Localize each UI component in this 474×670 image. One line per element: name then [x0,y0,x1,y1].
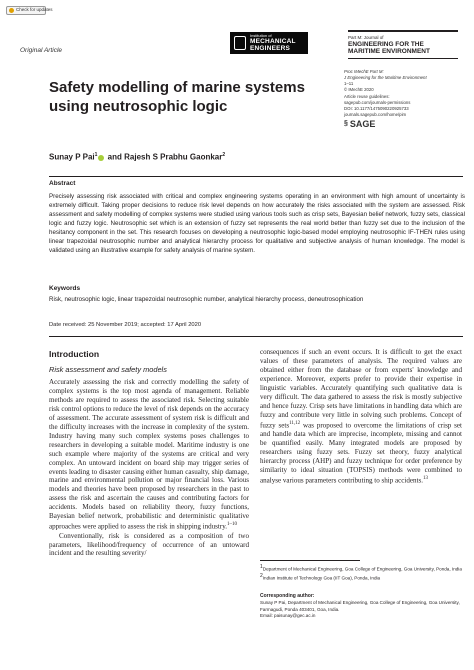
journal-part: Part M: Journal of [348,34,384,40]
abstract-text: Precisely assessing risk associated with critical and complex engineering systems operating in an environment with high amount of uncertainty is extremely difficult. Taking proper decisions to reduce risk level depends on how accurately the risks associated with the system are assessed. Risk assessment and safety modelling of complex systems were studied using various tools such as crisp sets, Bayesian belief network, fuzzy sets, classical logic and fuzzy logic. Neutrosophic set which is an extension of fuzzy set represents the real world better than fuzzy set due to the inclusion of the hesitancy component in the set. This research focuses on developing a neutrosophic logic-based model employing neutrosophic IF-THEN rules using linear trapezoidal neutrosophic number and analytical hierarchy process for qualitative and subjective analysis of human knowledge. The model is validated using an illustrative example for safety analysis of marine system. [49,193,465,255]
paragraph-text: was proposed to overcome the limitations of crisp set and handle data which are imprecise, incomplete, missing and cannot be quantified easily. Many integrated models are proposed by researchers using fuzzy sets. Fuzzy set theory, fuzzy analytical hierarchy process (AHP) and fuzzy technique for order preference by similarity to ideal situation (TOPSIS) methods were combined to analyse various parameters contributing to ship accidents. [260,420,463,485]
meta-line: Proc IMechE Part M: [344,69,384,74]
abstract-bottom-rule [49,336,463,337]
sage-swirl-icon: § [344,120,348,128]
meta-line: 1–11 [344,81,354,87]
affiliation-1-text: Department of Mechanical Engineering, Goa College of Engineering, Goa University, Ponda, India [262,566,462,572]
check-for-updates-label: Check for updates [16,7,53,13]
paragraph [49,532,249,559]
paragraph [49,378,249,532]
author-2-affil: 2 [222,152,226,158]
body-column-right [260,348,462,485]
abstract-top-rule [49,176,463,177]
paragraph [260,348,462,485]
body-column-left [49,378,249,558]
corresponding-author-address: Sunay P Pai, Department of Mechanical Engineering, Goa College of Engineering, Goa University, Farmagudi, Ponda 403401, Goa, India. [260,600,460,612]
author-1[interactable]: Sunay P Pai [49,152,95,162]
meta-line: J Engineering for the Maritime Environment [344,75,427,81]
author-2[interactable]: and Rajesh S Prabhu Gaonkar [107,152,223,162]
paragraph-text: consequences if such an event occurs. It is difficult to get the exact values of these parameters of analysis. The required values are obtained either from the database or from experts' knowledge and experience. Moreover, experts prefer to provide their expertise in linguistic variables. Accurately quantifying such qualitative data is very difficult. The data gathered to assess the risk is mostly subjective and hence fuzzy. Crisp sets have limitations in handling data which are fuzzy and contribute very little in solving such problems. Concept of fuzzy sets [260,348,462,429]
affiliation-2 [260,573,462,582]
keywords-heading: Keywords [49,285,81,292]
sage-logo [344,119,462,129]
article-meta [344,69,462,129]
author-1-affil: 1 [94,152,98,158]
introduction-heading: Introduction [49,349,100,359]
footnote-rule [260,560,360,561]
publisher-logo-line1: Institution of [250,32,272,38]
affiliation-1-number: 1 [260,564,263,570]
paragraph-text: Conventionally, risk is considered as a composition of two parameters, likelihood/frequency of occurrence of an untoward incident and the resulting severity/ [49,531,249,558]
affiliation-1 [260,564,462,573]
journal-title [348,41,458,55]
publisher-logo [230,32,308,54]
publisher-logo-line3: ENGINEERS [250,45,291,53]
publisher-logo-line2: MECHANICAL [250,38,296,46]
paragraph-text: Accurately assessing the risk and correctly modelling the safety of complex systems is the top most agenda of management. Reliable methods are required to assess the associated risk. Selecting suitable risk control options to reduce the level of risk depends on the accuracy of assessment. The accurate assessment of system risk is difficult and the difficulty increases with the increase in complexity of the system. Industry having many such complex systems poses challenges to researchers in developing a suitable model. Maritime industry is one such example where majority of the systems are critical and very complex. An untoward incident on board ship may trigger series of events leading to disaster causing either human casualty, ship damage, marine and environmental pollution or major financial loss. Various models and theories have been proposed by researchers in the past to assess the risk and ascertain the causes and contributing factors for accidents. Models based on reliability theory, fuzzy functions, Bayesian belief network, probabilistic and deterministic qualitative approaches were applied to assess the risk in shipping industry. [49,378,249,531]
article-type: Original Article [20,47,63,54]
date-received: Date received: 25 November 2019; accepted: 17 April 2020 [49,322,202,328]
subsection-heading: Risk assessment and safety models [49,365,167,374]
journal-title-line2: MARITIME ENVIRONMENT [348,47,430,55]
journal-name-block [348,30,458,59]
publisher-logo-text [250,34,296,53]
citation[interactable]: 11,12 [289,420,301,426]
journal-home-link[interactable]: journals.sagepub.com/home/pim [344,112,407,118]
corresponding-author [260,600,462,620]
corresponding-author-email[interactable]: Email: paisunay@gec.ac.in [260,613,316,618]
meta-line: © IMechE 2020 [344,87,374,93]
doi-link[interactable]: DOI: 10.1177/1475090220925733 [344,105,409,111]
imeche-emblem-icon [234,36,246,50]
affiliations [260,564,462,582]
journal-title-line1: ENGINEERING FOR THE [348,40,424,48]
check-updates-icon [9,8,14,13]
keywords-text: Risk, neutrosophic logic, linear trapezoidal neutrosophic number, analytical hierarchy process, deneutrosophication [49,296,364,303]
corresponding-author-heading: Corresponding author: [260,593,315,599]
citation[interactable]: 13 [423,475,429,481]
journal-top-rule [348,30,458,32]
orcid-icon[interactable] [98,155,104,161]
abstract-heading: Abstract [49,180,76,187]
journal-bottom-rule [348,58,458,59]
reuse-link[interactable]: sagepub.com/journals-permissions [344,99,411,105]
affiliation-2-text: Indian Institute of Technology Goa (IIT Goa), Ponda, India [262,575,381,581]
citation[interactable]: 1–10 [227,522,238,528]
affiliation-2-number: 2 [260,573,263,580]
sage-logo-text: SAGE [349,119,376,130]
meta-line: Article reuse guidelines: [344,93,390,99]
authors-line [49,152,225,162]
check-for-updates-badge[interactable] [6,6,53,15]
article-title: Safety modelling of marine systems using neutrosophic logic [49,79,305,115]
